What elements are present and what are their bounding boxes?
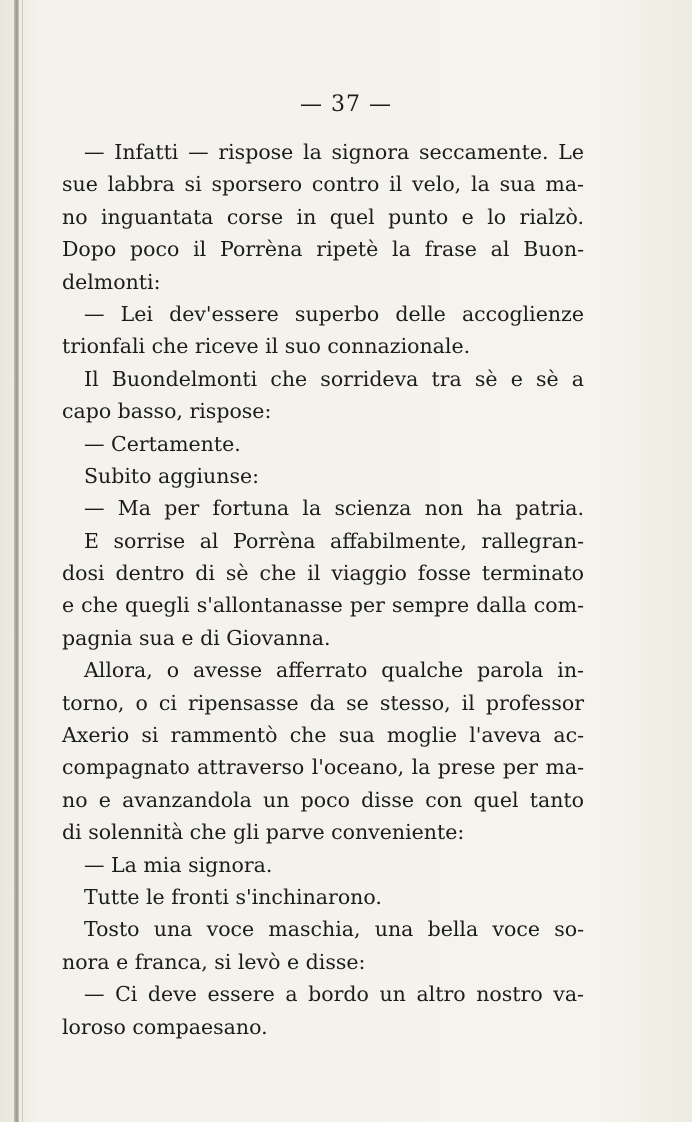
text-line: Tutte le fronti s'inchinarono. bbox=[84, 884, 382, 909]
text-line: loroso compaesano. bbox=[62, 1014, 268, 1039]
text-line: — Infatti — rispose la signora seccamente. Le bbox=[84, 140, 584, 164]
text-line: — Lei dev'essere superbo delle accoglienze bbox=[84, 301, 584, 326]
text-line: sue labbra si sporsero contro il velo, la sua ma- bbox=[62, 172, 584, 197]
page-gutter-shadow bbox=[14, 0, 19, 1122]
text-line: Il Buondelmonti che sorrideva tra sè e sè a bbox=[84, 366, 584, 391]
text-line: pagnia sua e di Giovanna. bbox=[62, 625, 331, 650]
text-line: E sorrise al Porrèna affabilmente, rallegran- bbox=[84, 528, 584, 553]
text-line: torno, o ci ripensasse da se stesso, il professor bbox=[62, 690, 584, 715]
text-line: trionfali che riceve il suo connazionale. bbox=[62, 334, 471, 359]
text-line: Tosto una voce maschia, una bella voce so- bbox=[84, 917, 584, 942]
text-line: Subito aggiunse: bbox=[84, 463, 260, 488]
text-line: — Certamente. bbox=[84, 431, 241, 456]
text-line: nora e franca, si levò e disse: bbox=[62, 949, 366, 974]
text-line: — Ma per fortuna la scienza non ha patria. bbox=[84, 496, 584, 521]
text-line: compagnato attraverso l'oceano, la prese per ma- bbox=[62, 755, 584, 780]
body-text bbox=[62, 136, 584, 1043]
text-line: capo basso, rispose: bbox=[62, 399, 272, 424]
text-line: dosi dentro di sè che il viaggio fosse terminato bbox=[62, 561, 584, 586]
text-line: di solennità che gli parve conveniente: bbox=[62, 820, 465, 845]
text-line: — La mia signora. bbox=[84, 852, 273, 877]
text-line: Allora, o avesse afferrato qualche parola in- bbox=[84, 658, 584, 683]
text-line: e che quegli s'allontanasse per sempre dalla com- bbox=[62, 593, 584, 618]
text-line: no inguantata corse in quel punto e lo rialzò. bbox=[62, 204, 584, 229]
text-line: — Ci deve essere a bordo un altro nostro va- bbox=[84, 982, 584, 1007]
text-line: no e avanzandola un poco disse con quel tanto bbox=[62, 787, 584, 812]
text-line: delmonti: bbox=[62, 269, 161, 294]
page-gutter-line bbox=[22, 0, 23, 1122]
text-line: Dopo poco il Porrèna ripetè la frase al Buon- bbox=[62, 237, 584, 262]
page-number: — 37 — bbox=[300, 92, 392, 117]
text-line: Axerio si rammentò che sua moglie l'aveva ac- bbox=[62, 723, 584, 748]
